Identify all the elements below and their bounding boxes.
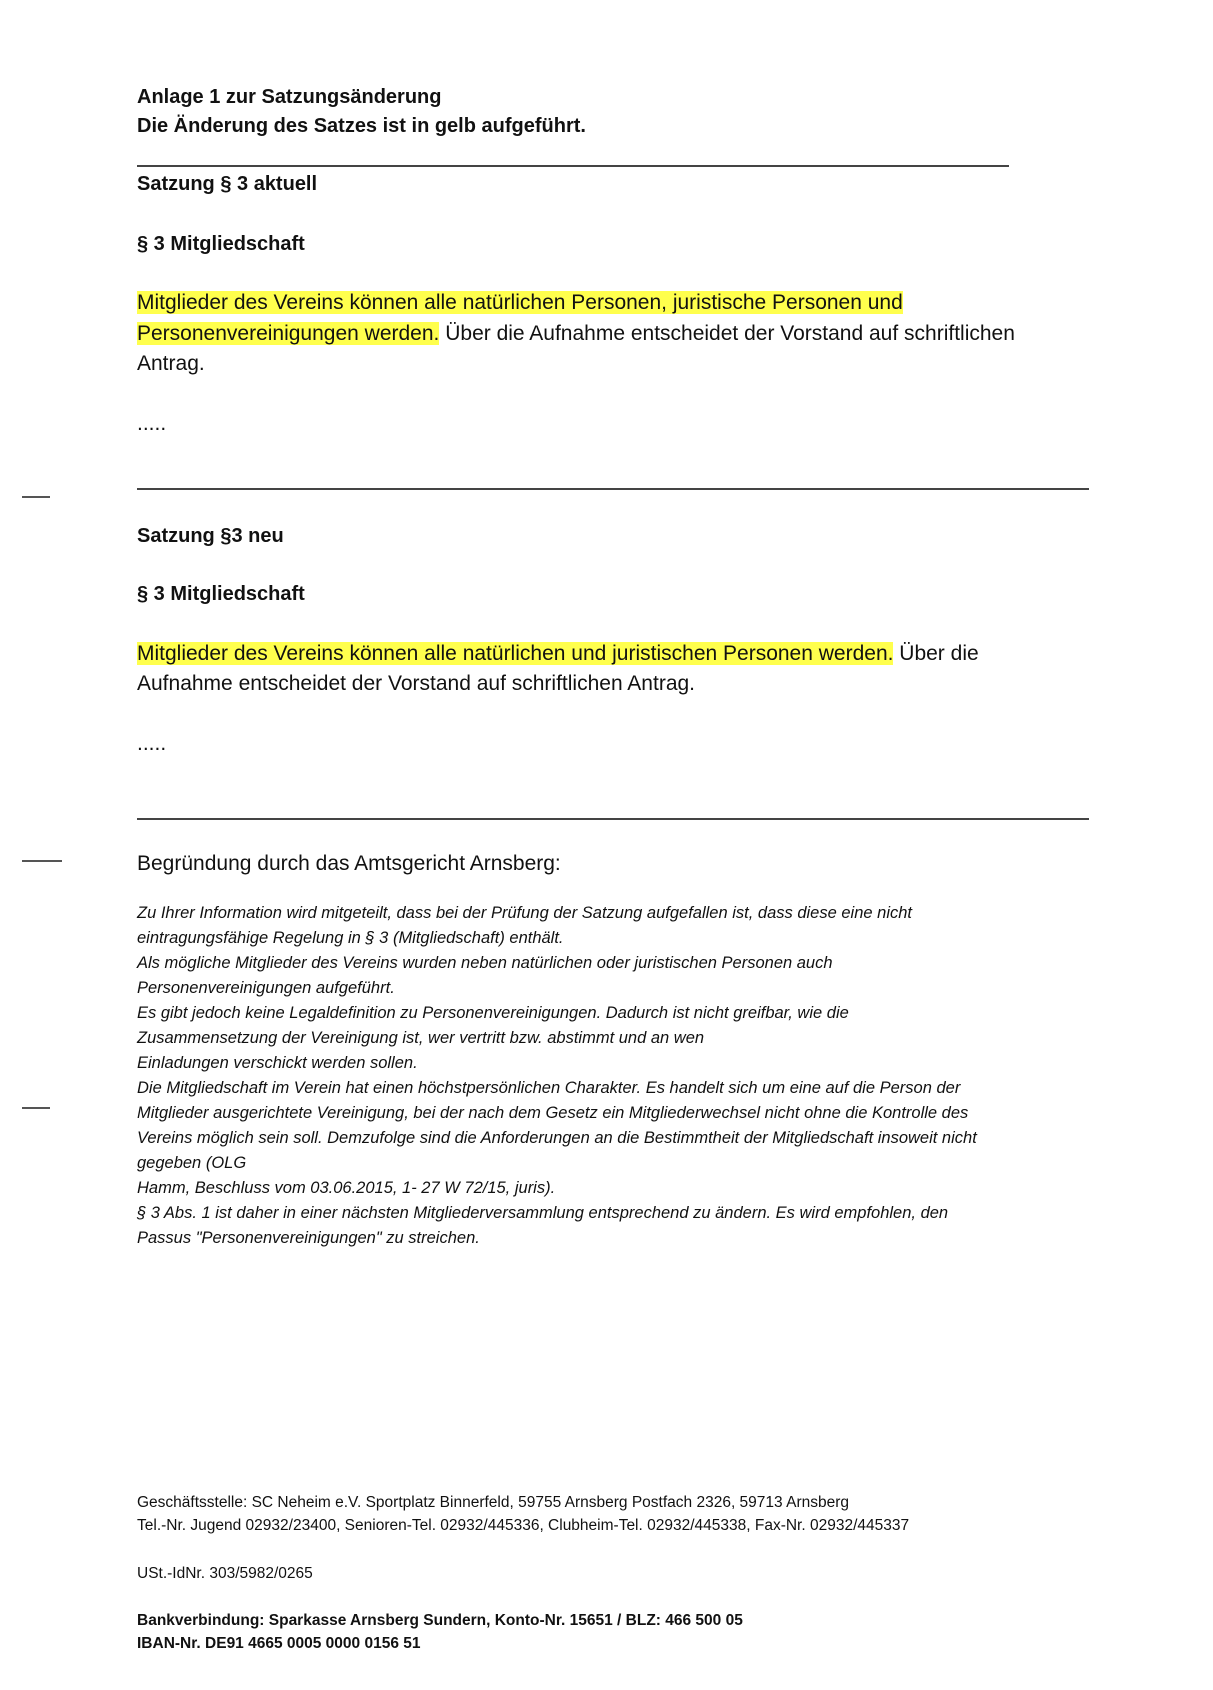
document-subtitle: Die Änderung des Satzes ist in gelb aufgeführt. (137, 115, 586, 137)
reasoning-line: Zu Ihrer Information wird mitgeteilt, dass bei der Prüfung der Satzung aufgefallen ist, dass diese eine nicht (137, 904, 913, 922)
reasoning-line: Mitglieder ausgerichtete Vereinigung, bei der nach dem Gesetz ein Mitgliederwechsel nicht ohne die Kontrolle des (137, 1104, 969, 1122)
margin-mark (22, 496, 50, 498)
plain-text: Über die Aufnahme entscheidet der Vorstand auf schriftlichen (439, 322, 1015, 345)
section-new-line-1 (137, 638, 979, 669)
plain-text: Über die (893, 642, 979, 665)
ellipsis: ..... (137, 412, 167, 435)
reasoning-line: gegeben (OLG (137, 1154, 247, 1172)
reasoning-line: Die Mitgliedschaft im Verein hat einen höchstpersönlichen Charakter. Es handelt sich um eine auf die Person der (137, 1079, 961, 1097)
footer-bank (137, 1609, 743, 1655)
reasoning-text (137, 901, 977, 1251)
reasoning-heading: Begründung durch das Amtsgericht Arnsberg: (137, 852, 561, 875)
reasoning-line: Vereins möglich sein soll. Demzufolge sind die Anforderungen an die Bestimmtheit der Mitgliedschaft insoweit nicht (137, 1129, 977, 1147)
section-new-paragraph-title: § 3 Mitgliedschaft (137, 583, 305, 605)
footer-address (137, 1491, 909, 1537)
reasoning-line: Als mögliche Mitglieder des Vereins wurden neben natürlichen oder juristischen Personen auch (137, 954, 833, 972)
reasoning-line: § 3 Abs. 1 ist daher in einer nächsten Mitgliederversammlung entsprechend zu ändern. Es wird empfohlen, den (137, 1204, 949, 1222)
reasoning-line: Passus "Personenvereinigungen" zu streichen. (137, 1229, 480, 1247)
section-current-paragraph-title: § 3 Mitgliedschaft (137, 233, 305, 255)
section-new-line-2: Aufnahme entscheidet der Vorstand auf schriftlichen Antrag. (137, 672, 696, 695)
highlighted-text: Mitglieder des Vereins können alle natürlichen Personen, juristische Personen und (137, 291, 903, 314)
reasoning-line: Es gibt jedoch keine Legaldefinition zu Personenvereinigungen. Dadurch ist nicht greifbar, wie die (137, 1004, 849, 1022)
footer-vat: USt.-IdNr. 303/5982/0265 (137, 1565, 313, 1582)
section-current-line-2 (137, 318, 1015, 349)
reasoning-line: Personenvereinigungen aufgeführt. (137, 979, 395, 997)
reasoning-line: Hamm, Beschluss vom 03.06.2015, 1- 27 W 72/15, juris). (137, 1179, 556, 1197)
highlighted-text: Personenvereinigungen werden. (137, 322, 440, 345)
reasoning-line: eintragungsfähige Regelung in § 3 (Mitgliedschaft) enthält. (137, 929, 564, 947)
section-current-line-3: Antrag. (137, 352, 205, 375)
divider (137, 165, 1009, 167)
divider (137, 818, 1089, 820)
footer-iban-line: IBAN-Nr. DE91 4665 0005 0000 0156 51 (137, 1635, 421, 1652)
highlighted-text: Mitglieder des Vereins können alle natürlichen und juristischen Personen werden. (137, 642, 894, 665)
section-new-heading: Satzung §3 neu (137, 525, 284, 547)
section-current-line-1 (137, 287, 903, 318)
footer-address-line: Geschäftsstelle: SC Neheim e.V. Sportplatz Binnerfeld, 59755 Arnsberg Postfach 2326, 59713 Arnsberg (137, 1494, 850, 1511)
section-current-heading: Satzung § 3 aktuell (137, 173, 318, 195)
divider (137, 488, 1089, 490)
document-title: Anlage 1 zur Satzungsänderung (137, 86, 442, 108)
reasoning-line: Zusammensetzung der Vereinigung ist, wer vertritt bzw. abstimmt und an wen (137, 1029, 705, 1047)
reasoning-line: Einladungen verschickt werden sollen. (137, 1054, 418, 1072)
margin-mark (22, 1107, 50, 1109)
footer-bank-line: Bankverbindung: Sparkasse Arnsberg Sundern, Konto-Nr. 15651 / BLZ: 466 500 05 (137, 1612, 743, 1629)
ellipsis: ..... (137, 732, 167, 755)
margin-mark (22, 860, 62, 862)
footer-phones-line: Tel.-Nr. Jugend 02932/23400, Senioren-Tel. 02932/445336, Clubheim-Tel. 02932/445338, Fax-Nr. 02932/445337 (137, 1517, 910, 1534)
